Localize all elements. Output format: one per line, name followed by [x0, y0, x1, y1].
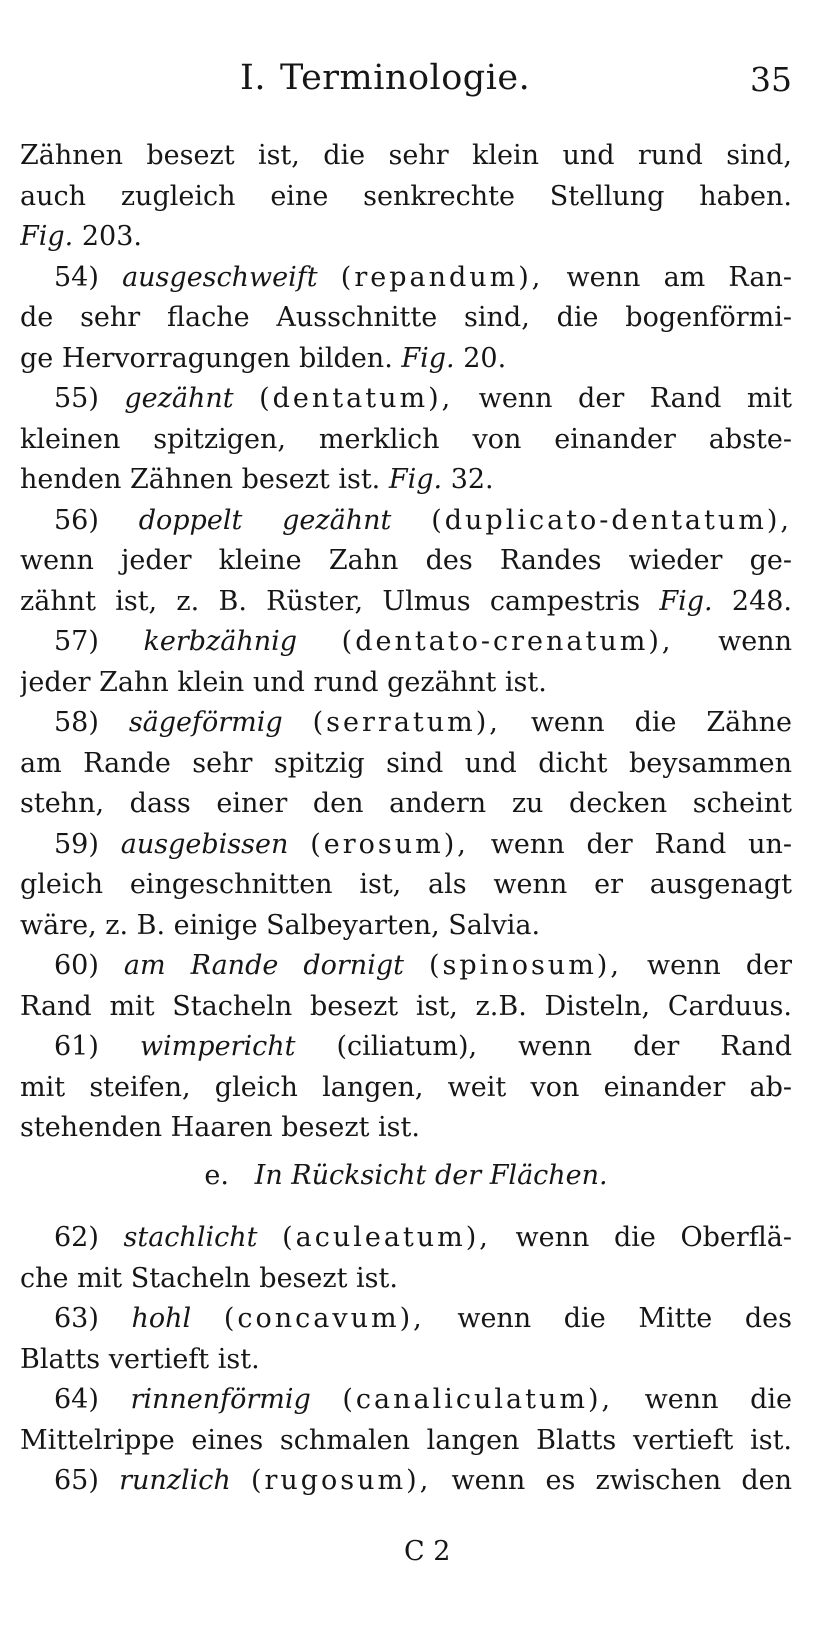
entry-term: hohl: [131, 1303, 192, 1334]
latin-term: (repandum),: [340, 261, 544, 293]
entry-term: wimpericht: [139, 1031, 296, 1062]
latin-term: (canaliculatum),: [342, 1384, 614, 1415]
entry-text: wenn der Rand un-: [490, 828, 792, 860]
entry-text: wenn der Rand mit: [478, 383, 792, 414]
entry-number: 59): [54, 828, 99, 860]
text-line: jeder Zahn klein und rund gezähnt ist.: [20, 666, 547, 698]
entry-term: gezähnt: [124, 383, 234, 414]
latin-term: (erosum),: [310, 828, 469, 860]
text-line: Rand mit Stacheln besezt ist, z.B. Disteln, Carduus.: [20, 990, 792, 1022]
entry-text: wenn es zwischen den: [451, 1465, 792, 1496]
text-line: Zähnen besezt ist, die sehr klein und rund sind,: [20, 140, 792, 171]
entry-text: wenn die Mitte des: [457, 1303, 792, 1334]
entry-63: [20, 1299, 792, 1340]
entry-54: [20, 258, 792, 299]
text-line: [20, 217, 792, 258]
entry-text: wenn der: [646, 950, 792, 981]
entry-term: ausgeschweift: [122, 261, 318, 293]
figure-ref-label: Fig.: [20, 221, 74, 252]
page-number: 35: [750, 60, 792, 99]
body-text: [20, 136, 792, 1502]
entry-number: 60): [54, 950, 99, 981]
entry-57: [20, 622, 792, 663]
entry-term: rinnenförmig: [130, 1384, 311, 1415]
figure-ref-number: 248.: [731, 585, 792, 617]
entry-56: [20, 501, 792, 542]
text-line: che mit Stacheln besezt ist.: [20, 1262, 398, 1294]
entry-term: am Rande dornigt: [123, 950, 404, 981]
text-line: wenn jeder kleine Zahn des Randes wieder ge-: [20, 545, 792, 576]
section-heading: [240, 58, 530, 98]
entry-text: zähnt ist, z. B. Rüster, Ulmus campestris: [20, 585, 641, 617]
entry-text: wenn die Zähne: [530, 707, 792, 738]
entry-59: [20, 825, 792, 866]
latin-term: (serratum),: [312, 707, 501, 738]
section-title: Terminologie.: [279, 58, 531, 98]
figure-ref-label: Fig.: [401, 342, 455, 374]
latin-term: (rugosum),: [250, 1465, 432, 1496]
subsection-title: In Rücksicht der Flächen.: [254, 1159, 608, 1191]
entry-number: 56): [54, 504, 99, 536]
text-line: [20, 460, 792, 501]
figure-ref-number: 203.: [81, 221, 142, 252]
figure-ref-label: Fig.: [659, 585, 713, 617]
entry-text: wenn der Rand: [518, 1031, 792, 1062]
entry-term: kerbzähnig: [143, 626, 298, 657]
figure-ref-number: 20.: [463, 342, 507, 374]
text-line: stehenden Haaren besezt ist.: [20, 1112, 420, 1143]
text-line: auch zugleich eine senkrechte Stellung haben.: [20, 180, 792, 212]
entry-number: 61): [54, 1031, 99, 1062]
book-page: [20, 0, 792, 1647]
latin-term: (concavum),: [223, 1303, 425, 1334]
entry-term: doppelt gezähnt: [138, 504, 392, 536]
text-line: [20, 339, 792, 380]
entry-text: wenn die: [644, 1384, 792, 1415]
text-line: Mittelrippe eines schmalen langen Blatts vertieft ist.: [20, 1424, 792, 1456]
text-line: [20, 582, 792, 623]
entry-term: runzlich: [119, 1465, 231, 1496]
figure-ref-number: 32.: [450, 464, 494, 495]
entry-number: 63): [54, 1303, 99, 1334]
text-line: wäre, z. B. einige Salbeyarten, Salvia.: [20, 909, 541, 941]
entry-number: 55): [54, 383, 99, 414]
entry-text: wenn die Oberflä-: [515, 1222, 792, 1253]
text-line: mit steifen, gleich langen, weit von einander ab-: [20, 1071, 792, 1103]
latin-term: (ciliatum),: [336, 1031, 478, 1062]
entry-number: 58): [54, 707, 99, 738]
latin-term: (duplicato-dentatum),: [431, 504, 792, 536]
text-line: gleich eingeschnitten ist, als wenn er ausgenagt: [20, 869, 792, 900]
entry-number: 65): [54, 1465, 99, 1496]
latin-term: (aculeatum),: [282, 1222, 491, 1253]
latin-term: (spinosum),: [429, 950, 622, 981]
entry-number: 54): [54, 261, 99, 293]
entry-61: [20, 1027, 792, 1068]
entry-number: 57): [54, 626, 99, 657]
entry-text: henden Zähnen besezt ist.: [20, 464, 381, 495]
entry-number: 62): [54, 1222, 99, 1253]
entry-65: [20, 1461, 792, 1502]
entry-60: [20, 946, 792, 987]
figure-ref-label: Fig.: [388, 464, 443, 495]
entry-55: [20, 379, 792, 420]
entry-term: sägeförmig: [128, 707, 283, 738]
entry-term: ausgebissen: [120, 828, 289, 860]
section-number: I.: [240, 58, 266, 98]
subsection-letter: e.: [204, 1159, 229, 1191]
entry-text: ge Hervorragungen bilden.: [20, 342, 393, 374]
entry-text: wenn am Ran-: [566, 261, 792, 293]
signature-mark: C 2: [404, 1536, 451, 1567]
text-line: stehn, dass einer den andern zu decken scheint: [20, 788, 792, 819]
text-line: de sehr flache Ausschnitte sind, die bogenförmi-: [20, 302, 792, 333]
latin-term: (dentatum),: [259, 383, 454, 414]
entry-58: [20, 703, 792, 744]
entry-text: wenn: [718, 626, 792, 657]
subsection-heading: [20, 1156, 792, 1197]
text-line: Blatts vertieft ist.: [20, 1343, 260, 1375]
running-head: [20, 52, 792, 102]
latin-term: (dentato-crenatum),: [341, 626, 674, 657]
text-line: am Rande sehr spitzig sind und dicht beysammen: [20, 747, 792, 779]
text-line: kleinen spitzigen, merklich von einander abste-: [20, 423, 792, 455]
entry-term: stachlicht: [123, 1222, 258, 1253]
entry-62: [20, 1218, 792, 1259]
entry-number: 64): [54, 1384, 99, 1415]
entry-64: [20, 1380, 792, 1421]
